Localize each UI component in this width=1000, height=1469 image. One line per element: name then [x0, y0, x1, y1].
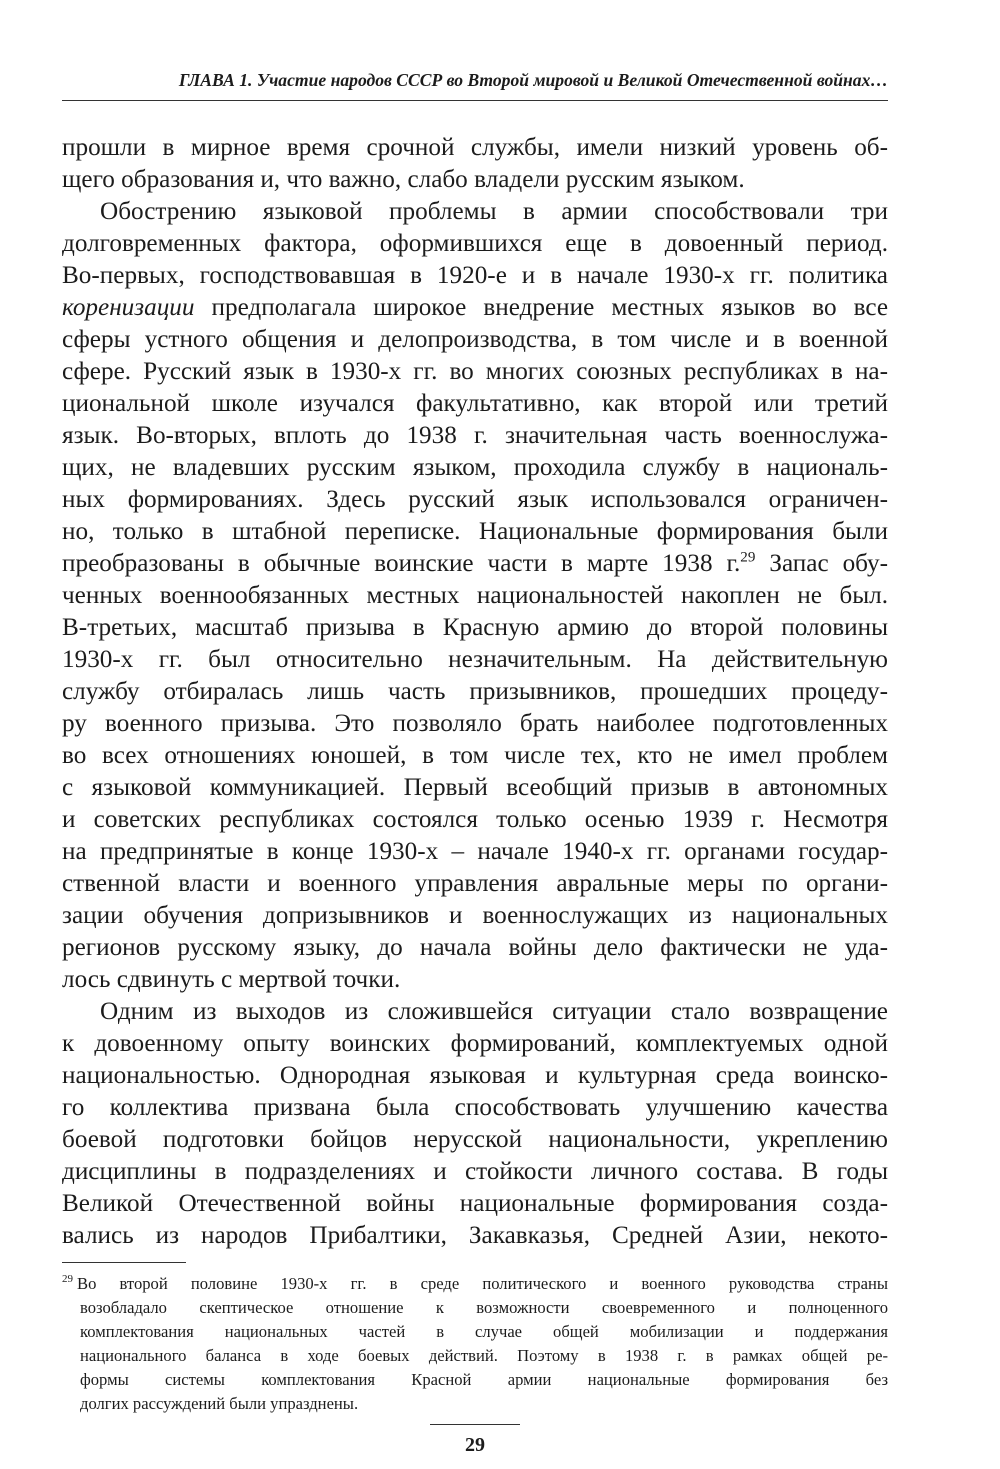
text-line: во всех отношениях юношей, в том числе тех, кто не имел проблем — [62, 742, 888, 769]
text-line: Обострению языковой проблемы в армии способствовали три — [100, 198, 888, 225]
text-line: В-третьих, масштаб призыва в Красную армию до второй половины — [62, 614, 888, 641]
page-number-rule — [430, 1424, 520, 1425]
footnote-line: комплектования национальных частей в случае общей мобилизации и поддержания — [80, 1322, 888, 1341]
text-line: с языковой коммуникацией. Первый всеобщий призыв в автономных — [62, 774, 888, 801]
text-line: боевой подготовки бойцов нерусской национальности, укреплению — [62, 1126, 888, 1153]
text-line: щего образования и, что важно, слабо владели русским языком. — [62, 166, 745, 193]
text-line — [62, 292, 888, 324]
text-line: к довоенному опыту воинских формирований, комплектуемых одной — [62, 1030, 888, 1057]
text-line: но, только в штабной переписке. Национальные формирования были — [62, 518, 888, 545]
text-line: лось сдвинуть с мертвой точки. — [62, 966, 401, 993]
text-line: дисциплины в подразделениях и стойкости личного состава. В годы — [62, 1158, 888, 1185]
footnote-number: 29 — [62, 1273, 73, 1286]
text-line: циональной школе изучался факультативно, как второй или третий — [62, 390, 888, 417]
text-line: ченных военнообязанных местных национальностей накоплен не был. — [62, 582, 888, 609]
text-line: на предпринятые в конце 1930-х – начале 1940-х гг. органами государ- — [62, 838, 888, 865]
text-line: службу отбиралась лишь часть призывников, прошедших процеду- — [62, 678, 888, 705]
text-line: долговременных фактора, оформившихся еще в довоенный период. — [62, 230, 888, 257]
text-line: го коллектива призвана была способствовать улучшению качества — [62, 1094, 888, 1121]
text-line: 1930-х гг. был относительно незначительным. На действительную — [62, 646, 888, 673]
footnote-line: возобладало скептическое отношение к возможности своевременного и полноценного — [80, 1298, 888, 1317]
text-line: и советских республиках состоялся только осенью 1939 г. Несмотря — [62, 806, 888, 833]
text-line — [62, 548, 888, 580]
text-line: регионов русскому языку, до начала войны дело фактически не уда- — [62, 934, 888, 961]
header-divider — [62, 100, 888, 101]
text-line: национальностью. Однородная языковая и культурная среда воинско- — [62, 1062, 888, 1089]
footnote-line: формы системы комплектования Красной армии национальные формирования без — [80, 1370, 888, 1389]
text-line: щих, не владевших русским языком, проходила службу в националь- — [62, 454, 888, 481]
footnote-divider — [62, 1262, 186, 1263]
footnote-line: долгих рассуждений были упразднены. — [80, 1394, 359, 1413]
text-line-rest: Запас обу- — [769, 550, 889, 577]
footnote-text: Во второй половине 1930-х гг. в среде политического и военного руководства страны — [77, 1274, 888, 1293]
text-line: ных формированиях. Здесь русский язык использовался ограничен- — [62, 486, 888, 513]
footnote-line — [62, 1272, 888, 1296]
text-line: вались из народов Прибалтики, Закавказья, Средней Азии, некото- — [62, 1222, 888, 1249]
text-line: сфере. Русский язык в 1930-х гг. во многих союзных республиках в на- — [62, 358, 888, 385]
text-line: язык. Во-вторых, вплоть до 1938 г. значительная часть военнослужа- — [62, 422, 888, 449]
text-line-start: преобразованы в обычные воинские части в марте 1938 г. — [62, 550, 741, 577]
footnote-reference[interactable]: 29 — [740, 549, 756, 566]
text-line: Во-первых, господствовавшая в 1920-е и в начале 1930-х гг. политика — [62, 262, 888, 289]
text-line-rest: предполагала широкое внедрение местных языков во все — [211, 294, 888, 321]
text-line: прошли в мирное время срочной службы, имели низкий уровень об- — [62, 134, 888, 161]
footnote-line: национального баланса в ходе боевых действий. Поэтому в 1938 г. в рамках общей ре- — [80, 1346, 888, 1365]
text-line: сферы устного общения и делопроизводства, в том числе и в военной — [62, 326, 888, 353]
text-line: ственной власти и военного управления авральные меры по органи- — [62, 870, 888, 897]
text-line: Одним из выходов из сложившейся ситуации стало возвращение — [100, 998, 888, 1025]
text-line: зации обучения допризывников и военнослужащих из национальных — [62, 902, 888, 929]
page-number: 29 — [465, 1434, 485, 1456]
text-line: ру военного призыва. Это позволяло брать наиболее подготовленных — [62, 710, 888, 737]
italic-term: коренизации — [62, 294, 195, 321]
text-line: Великой Отечественной войны национальные формирования созда- — [62, 1190, 888, 1217]
running-header: ГЛАВА 1. Участие народов СССР во Второй мировой и Великой Отечественной войнах… — [178, 70, 888, 90]
